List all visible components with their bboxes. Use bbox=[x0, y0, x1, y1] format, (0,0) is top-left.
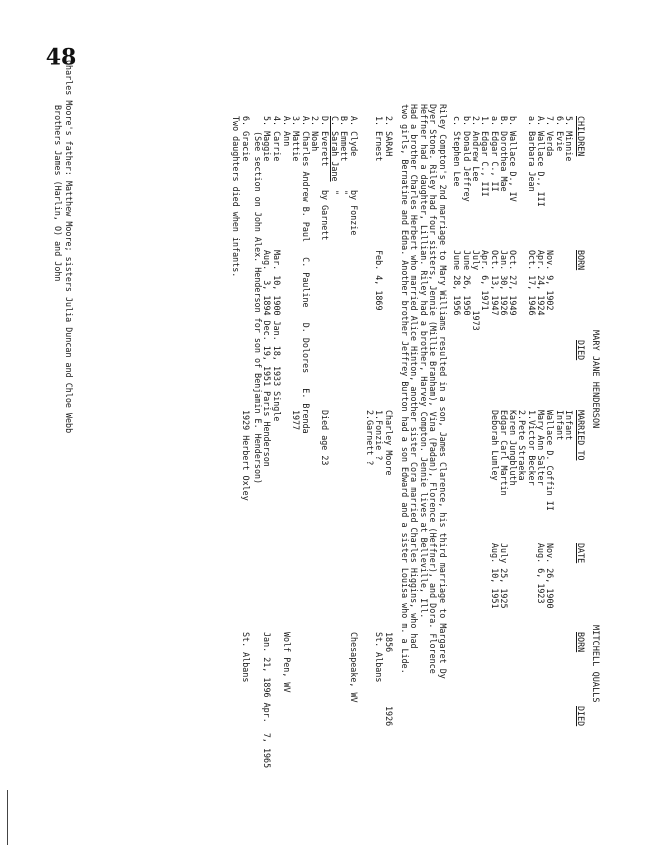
row-date: July 25, 1925 bbox=[498, 543, 509, 609]
sarah-row-born2: 1856 bbox=[384, 632, 394, 653]
sarah-row-children: 6. Gracie bbox=[240, 116, 251, 162]
sarah-row-mid: by Fonzie bbox=[348, 190, 359, 236]
sarah-row-born2: Jan. 21, 1896 Apr. 7, 1965 bbox=[262, 632, 273, 769]
sarah-row-children: A. Charles Andrew B. Paul C. Pauline D. Dolores E. Brenda bbox=[300, 116, 311, 434]
col-died: DIED bbox=[576, 340, 586, 361]
sarah-row-children: 2. SARAH bbox=[384, 116, 394, 157]
paragraph-line: Had a brother Charles Herbert who married Alice Hinton, another sister Cora married Charles Higgins, who had bbox=[409, 104, 420, 649]
row-children: a. Barbara Jean bbox=[526, 116, 537, 192]
sarah-row-died2: 1926 bbox=[384, 706, 394, 727]
sarah-row-children: (See section on John Alex. Henderson for son of Benjamin E. Henderson) bbox=[252, 116, 263, 485]
handwritten-page-number: 48 bbox=[45, 44, 77, 71]
document-title: MARY JANE HENDERSON bbox=[590, 330, 600, 429]
row-married: Karen Jungbluth bbox=[508, 410, 519, 486]
row-children: 5. Minnie bbox=[564, 116, 574, 162]
col-date: DATE bbox=[576, 543, 586, 564]
row-date: Nov. 26, 1900 bbox=[545, 543, 556, 609]
sarah-row-mid: " bbox=[339, 190, 350, 196]
sarah-row-children: 1. Ernest bbox=[374, 116, 385, 162]
row-children: b. Wallace D., IV bbox=[508, 116, 519, 202]
row-married: Edgar Carl Martin bbox=[498, 410, 509, 496]
sarah-row-born2: St. Albans bbox=[240, 632, 251, 683]
sarah-row-children: 2. Noah bbox=[310, 116, 321, 152]
sarah-row-children: A. Ann bbox=[281, 116, 292, 147]
row-children: 7. Verda bbox=[545, 116, 556, 157]
row-married: Deborah Lumley bbox=[489, 410, 500, 481]
row-children: A. Wallace D., III bbox=[536, 116, 547, 207]
row-children: c. Stephen Lee bbox=[452, 116, 463, 187]
row-married: Infant bbox=[554, 410, 565, 441]
row-born: Apr. 6, 1971 bbox=[480, 250, 491, 311]
sarah-row-married: 1929 Herbert Oxley bbox=[240, 410, 251, 501]
row-married: Mary Ann Salter bbox=[536, 410, 547, 486]
row-born: July 1973 bbox=[471, 250, 481, 331]
row-married: Wallace D. Coffin II bbox=[545, 410, 556, 511]
page-edge-line bbox=[7, 790, 8, 845]
row-born: Nov. 9, 1902 bbox=[545, 250, 556, 311]
row-born: Oct. 17, 1946 bbox=[526, 250, 537, 316]
paragraph-line: Heffner had a daughter, Lillian. Riley had a brother, Harvey Compton. Jennie lives at Belleville, Ill. bbox=[419, 104, 429, 619]
sarah-row-children: Two daughters died when infants. bbox=[231, 116, 242, 278]
row-children: b. Donald Jeffrey bbox=[461, 116, 472, 202]
sarah-row-children: A. Clyde bbox=[348, 116, 359, 157]
row-date: Aug. 10, 1951 bbox=[489, 543, 500, 609]
row-born: Apr. 24, 1924 bbox=[536, 250, 547, 316]
col-born: BORN bbox=[576, 250, 586, 271]
sarah-row-children: C. Sarah Jane bbox=[329, 116, 340, 182]
sarah-row-children: 4. Carrie bbox=[272, 116, 282, 162]
row-born: June 28, 1956 bbox=[452, 250, 463, 316]
footer-line-2: Brothers James (Harlin, O) and John bbox=[53, 105, 63, 282]
row-married: 1.Victor Becker bbox=[526, 410, 537, 486]
sarah-row-born2: Wolf Pen, WV bbox=[281, 632, 292, 693]
row-born: June 26, 1950 bbox=[461, 250, 472, 316]
row-born: Jan. 30, 1926 bbox=[498, 250, 509, 316]
sarah-row-married: Charley Moore bbox=[384, 410, 394, 476]
sarah-row-married: Died age 23 bbox=[320, 410, 330, 466]
row-born: Oct. 13, 1947 bbox=[489, 250, 500, 316]
row-children: 6. Evie bbox=[554, 116, 565, 152]
paragraph-line: Dyer Stone. Riley had four sisters, Jennie (Millie Branham), Vina (Padan), Florence (Heffner), and Dora. Florence bbox=[428, 104, 439, 674]
sarah-row-children: B. Emmett bbox=[339, 116, 350, 162]
sarah-row-born2: Chesapeake, WV bbox=[348, 632, 359, 703]
spouse-title: MITCHELL QUALLS bbox=[590, 625, 600, 703]
row-date: Aug. 6, 1923 bbox=[536, 543, 547, 604]
row-children: 1. Edgar C., III bbox=[480, 116, 491, 197]
sarah-row-children: 3. Mattie bbox=[291, 116, 302, 162]
sarah-row-mid: " bbox=[329, 190, 340, 196]
sarah-row-children: 5. Maggie bbox=[262, 116, 273, 162]
row-born: Oct. 27, 1949 bbox=[508, 250, 519, 316]
col-born-2: BORN bbox=[576, 632, 586, 653]
sarah-row-born2: St. Albans bbox=[374, 632, 385, 683]
row-married: Infant bbox=[564, 410, 574, 441]
paragraph-line: Riley Compton's 2nd marriage to Mary Williams resulted in a son, James Clarence, his third marriage to Margaret Dy bbox=[438, 104, 448, 679]
row-children: a. Edgar C., II bbox=[489, 116, 500, 192]
sarah-row-children: D. Everett bbox=[320, 116, 330, 167]
col-died-2: DIED bbox=[576, 706, 586, 727]
sarah-row-married: 1.Fonzie ? bbox=[374, 410, 385, 461]
col-married-to: MARRIED TO bbox=[576, 410, 586, 461]
sarah-row-born: Feb. 4, 1869 bbox=[374, 250, 385, 311]
sarah-row-married: 1977 bbox=[291, 410, 302, 431]
sarah-row-born: Aug. 3, 1894 Dec. 19, 1951 Paris Henderson bbox=[262, 250, 273, 467]
sarah-row-mid: by Garnett bbox=[320, 190, 330, 241]
row-married: 2.Pete Straeka bbox=[517, 410, 528, 481]
sarah-row-married: 2.Garnett ? bbox=[364, 410, 375, 466]
paragraph-line: two girls, Bernatine and Edna. Another brother Jeffrey Burton had a son Edward and a sister Louisa who m. a Lide. bbox=[400, 104, 410, 674]
footer-line-1: Charles Moore's father: Matthew Moore; sisters Julia Duncan and Chloe Webb bbox=[64, 60, 74, 434]
col-children: CHILDREN bbox=[576, 116, 586, 157]
sarah-row-born: Mar. 10, 1900 Jan. 18, 1933 Single bbox=[272, 250, 282, 422]
row-children: 2. Andrew Lee bbox=[471, 116, 481, 182]
row-children: B. Dorothea Mae bbox=[498, 116, 509, 192]
